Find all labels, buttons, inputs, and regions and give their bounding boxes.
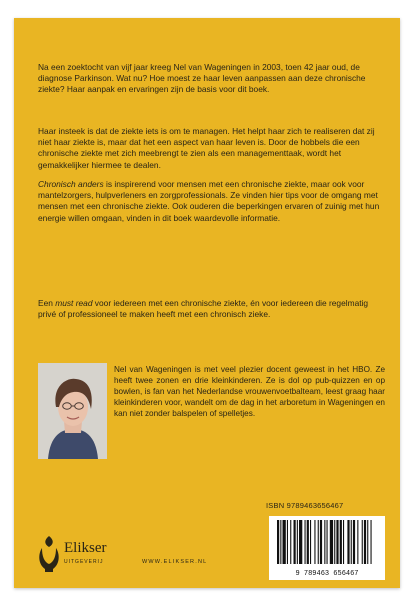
barcode-number: 9 789463 656467	[295, 570, 359, 578]
author-portrait-image	[38, 363, 107, 459]
isbn-label: ISBN 9789463656467	[266, 501, 344, 510]
barcode-bar	[277, 520, 279, 564]
barcode-bar	[367, 520, 368, 564]
author-photo	[38, 363, 107, 459]
barcode-bar	[283, 520, 286, 564]
book-back-cover	[14, 18, 400, 588]
blurb-paragraph-3	[38, 179, 385, 224]
barcode-bar	[314, 520, 315, 564]
blurb-paragraph-2: Haar insteek is dat de ziekte iets is om te managen. Het helpt haar zich te realiseren dat zij niet haar ziekte is, maar dat het een aspect van haar leven is. Door de hobbels die een chronische ziekte met zich meebrengt te zien als een managementtaak, wordt het gemakkelijker hiermee te dealen.	[38, 126, 375, 170]
barcode-bar	[334, 520, 335, 564]
book-title-mention: Chronisch anders	[38, 179, 104, 189]
publisher-website: WWW.ELIKSER.NL	[142, 559, 208, 565]
barcode-bar	[290, 520, 291, 564]
blurb-paragraph-4-start: Een	[38, 298, 56, 308]
blurb-paragraph-1: Na een zoektocht van vijf jaar kreeg Nel van Wageningen in 2003, toen 42 jaar oud, de diagnose Parkinson. Wat nu? Hoe moest ze haar leven aanpassen aan deze chronische ziekte? Haar aanpak en ervaringen zijn de basis voor dit boek.	[38, 62, 366, 95]
barcode-bar	[287, 520, 288, 564]
barcode-bar	[362, 520, 363, 564]
publisher-name: Elikser	[64, 540, 107, 556]
publisher-logo-icon	[36, 534, 62, 574]
barcode-bar	[294, 520, 296, 564]
barcode-bar	[371, 520, 372, 564]
blurb-paragraph-3-text: is inspirerend voor mensen met een chronische ziekte, maar ook voor mantelzorgers, hulpverleners en zorgprofessionals. Ze vinden hier tips voor de omgang met mensen met een chronische ziekte. Ook ouderen die beperkingen ervaren of zuinig met hun energie willen omgaan, vinden in dit boek waardevolle informatie.	[38, 179, 380, 223]
barcode-bar	[318, 520, 319, 564]
barcode-bar	[351, 520, 352, 564]
barcode-bar	[330, 520, 333, 564]
barcode-bar	[347, 520, 349, 564]
author-bio: Nel van Wageningen is met veel plezier docent geweest in het HBO. Ze heeft twee zonen en drie kleinkinderen. Ze is dol op pub-quizzen en op bowlen, is fan van het Nederlandse vrouwenvoetbalteam, leest graag haar kleinkinderen voor, wandelt om de dag in het arboretum in Wageningen en kan niet zonder balspelen of spelletjes.	[114, 365, 385, 419]
blurb-paragraph-4	[38, 298, 385, 320]
barcode-bar	[324, 520, 325, 564]
blurb-paragraph-4-text: voor iedereen met een chronische ziekte, én voor iedereen die regelmatig privé of professioneel te maken heeft met een chronisch zieke.	[38, 298, 369, 320]
barcode-bar	[357, 520, 358, 564]
barcode-bar	[320, 520, 322, 564]
isbn-barcode	[269, 516, 385, 580]
barcode-bar	[364, 520, 366, 564]
must-read-phrase: must read	[55, 298, 93, 308]
barcode-bar	[343, 520, 344, 564]
barcode-bar	[305, 520, 306, 564]
barcode-bar	[327, 520, 328, 564]
barcode-bar	[336, 520, 338, 564]
barcode-bar	[297, 520, 298, 564]
barcode-bar	[340, 520, 342, 564]
publisher-subtitle: UITGEVERIJ	[64, 559, 104, 565]
barcode-bars	[269, 516, 385, 568]
barcode-bar	[307, 520, 309, 564]
barcode-bar	[310, 520, 311, 564]
barcode-bar	[299, 520, 302, 564]
barcode-bar	[353, 520, 355, 564]
barcode-bar	[280, 520, 281, 564]
